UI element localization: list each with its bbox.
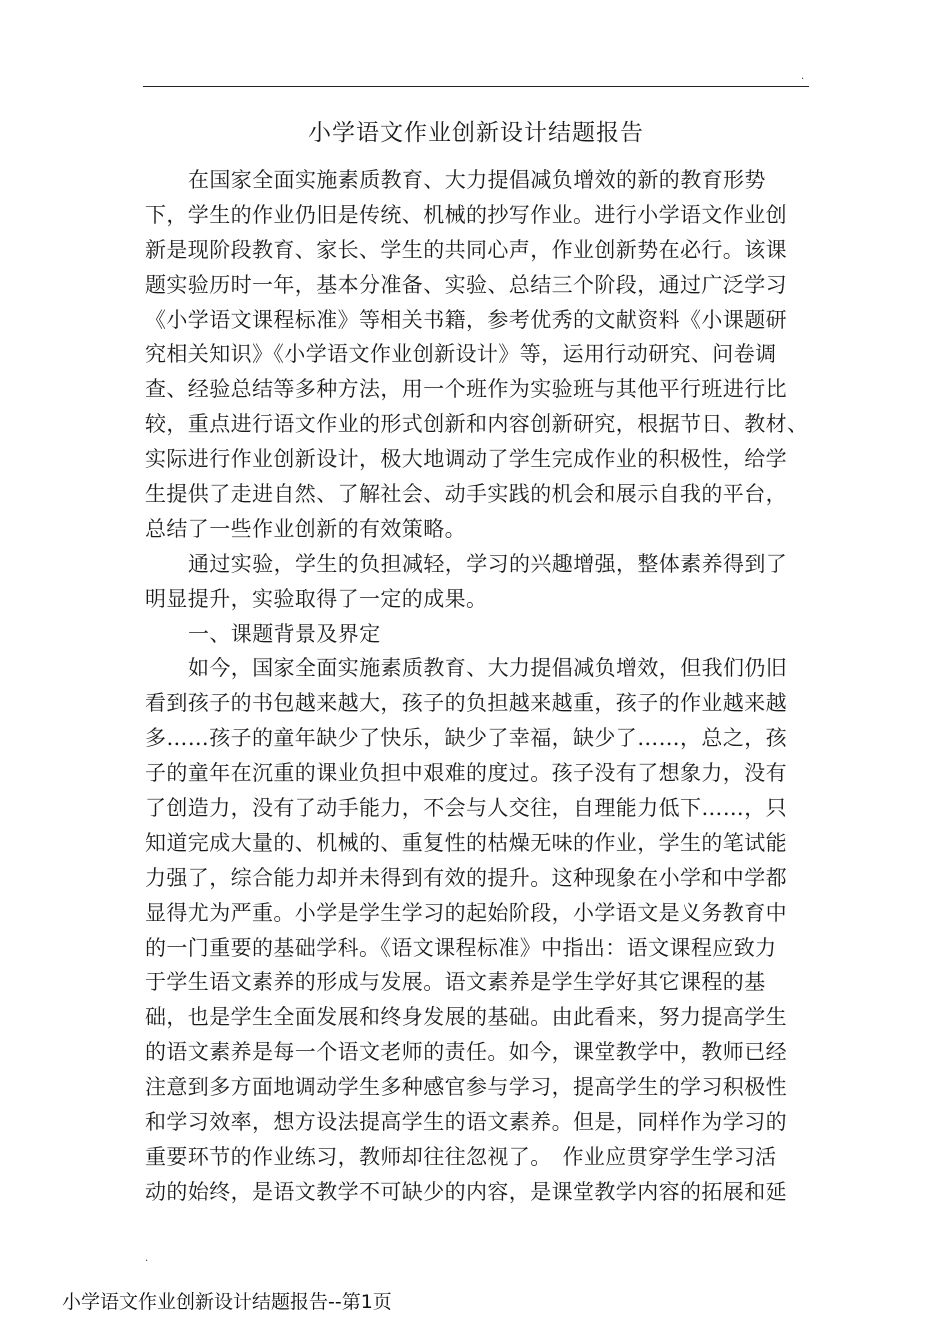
body-line: 动的始终，是语文教学不可缺少的内容，是课堂教学内容的拓展和延 xyxy=(145,1179,787,1204)
body-line: 的语文素养是每一个语文老师的责任。如今，课堂教学中，教师已经 xyxy=(145,1040,787,1065)
header-dot: . xyxy=(801,71,805,82)
body-line: 多……孩子的童年缺少了快乐，缺少了幸福，缺少了……，总之，孩 xyxy=(145,726,787,751)
body-line: 知道完成大量的、机械的、重复性的枯燥无味的作业，学生的笔试能 xyxy=(145,830,787,855)
body-line: 了创造力，没有了动手能力，不会与人交往，自理能力低下……，只 xyxy=(145,796,787,821)
body-line: 在国家全面实施素质教育、大力提倡减负增效的新的教育形势 xyxy=(188,168,766,192)
body-line: 总结了一些作业创新的有效策略。 xyxy=(145,516,466,541)
body-line: 明显提升，实验取得了一定的成果。 xyxy=(145,586,488,611)
body-line: 重要环节的作业练习，教师却往往忽视了。 作业应贯穿学生学习活 xyxy=(145,1144,777,1169)
body-line: 生提供了走进自然、了解社会、动手实践的机会和展示自我的平台， xyxy=(145,482,787,507)
body-line: 础，也是学生全面发展和终身发展的基础。由此看来，努力提高学生 xyxy=(145,1005,787,1030)
body-line: 较，重点进行语文作业的形式创新和内容创新研究，根据节日、教材、 xyxy=(145,412,809,437)
body-line: 究相关知识》《小学语文作业创新设计》等，运用行动研究、问卷调 xyxy=(145,342,777,367)
body-line: 和学习效率，想方设法提高学生的语文素养。但是，同样作为学习的 xyxy=(145,1110,787,1135)
section-heading: 一、课题背景及界定 xyxy=(188,621,381,646)
body-line: 实际进行作业创新设计，极大地调动了学生完成作业的积极性，给学 xyxy=(145,447,787,472)
body-line: 查、经验总结等多种方法，用一个班作为实验班与其他平行班进行比 xyxy=(145,377,787,402)
footer-dot: . xyxy=(145,1253,149,1264)
body-line: 下，学生的作业仍旧是传统、机械的抄写作业。进行小学语文作业创 xyxy=(145,202,787,227)
body-line: 子的童年在沉重的课业负担中艰难的度过。孩子没有了想象力，没有 xyxy=(145,761,787,786)
body-line: 的一门重要的基础学科。《语文课程标准》中指出：语文课程应致力 xyxy=(145,935,777,960)
body-line: 《小学语文课程标准》等相关书籍，参考优秀的文献资料《小课题研 xyxy=(145,307,787,332)
page-footer: 小学语文作业创新设计结题报告--第1页 xyxy=(62,1291,392,1313)
body-line: 题实验历时一年，基本分准备、实验、总结三个阶段，通过广泛学习 xyxy=(145,272,787,297)
document-title: 小学语文作业创新设计结题报告 xyxy=(308,120,644,146)
body-line: 通过实验，学生的负担减轻，学习的兴趣增强，整体素养得到了 xyxy=(188,551,788,576)
body-line: 力强了，综合能力却并未得到有效的提升。这种现象在小学和中学都 xyxy=(145,865,787,890)
body-line: 看到孩子的书包越来越大，孩子的负担越来越重，孩子的作业越来越 xyxy=(145,691,787,716)
body-line: 新是现阶段教育、家长、学生的共同心声，作业创新势在必行。该课 xyxy=(145,237,787,262)
document-body xyxy=(145,163,815,1210)
body-line: 于学生语文素养的形成与发展。语文素养是学生学好其它课程的基 xyxy=(145,970,766,995)
body-line: 如今，国家全面实施素质教育、大力提倡减负增效，但我们仍旧 xyxy=(188,656,788,681)
header-rule xyxy=(143,86,809,87)
body-line: 注意到多方面地调动学生多种感官参与学习，提高学生的学习积极性 xyxy=(145,1075,787,1100)
body-line: 显得尤为严重。小学是学生学习的起始阶段，小学语文是义务教育中 xyxy=(145,900,787,925)
